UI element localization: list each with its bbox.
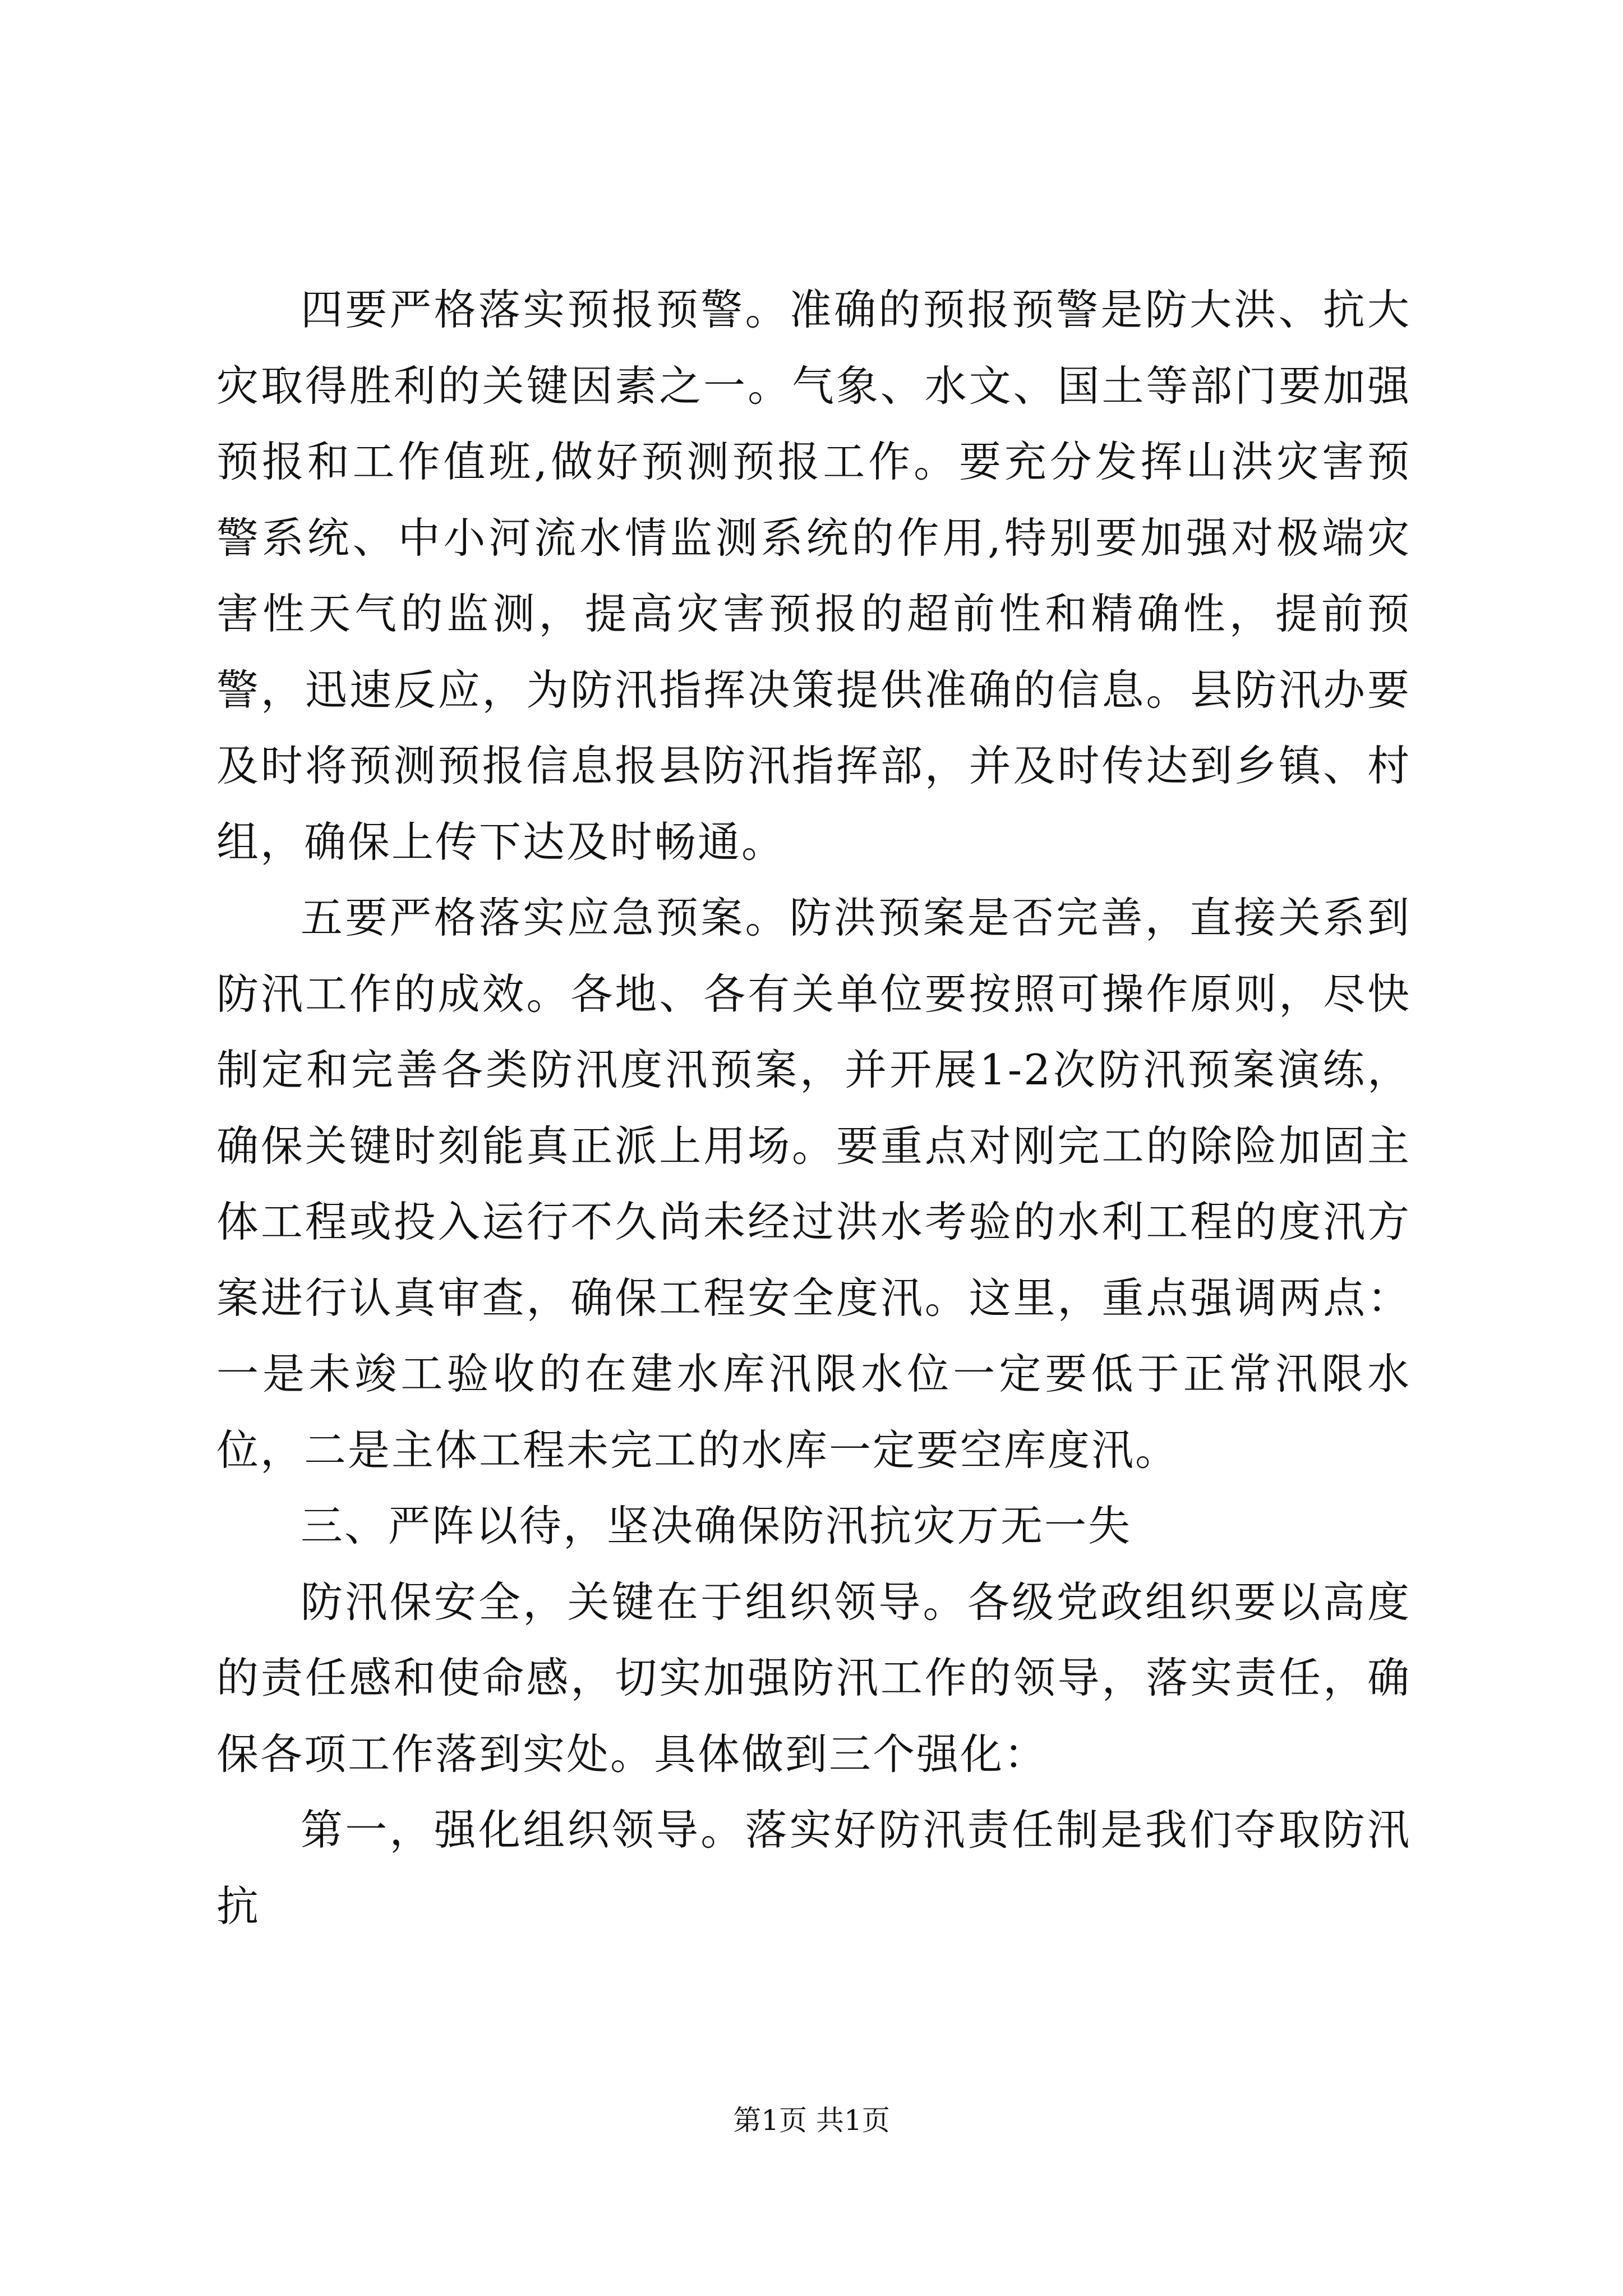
paragraph-emergency-plan: 五要严格落实应急预案。防洪预案是否完善，直接关系到防汛工作的成效。各地、各有关单位要按照可操作原则，尽快制定和完善各类防汛度汛预案，并开展1-2次防汛预案演练，确保关键时刻能真正派上用场。要重点对刚完工的除险加固主体工程或投入运行不久尚未经过洪水考验的水利工程的度汛方案进行认真审查，确保工程安全度汛。这里，重点强调两点：一是未竣工验收的在建水库汛限水位一定要低于正常汛限水位，二是主体工程未完工的水库一定要空库度汛。	[216, 893, 1411, 1475]
paragraph-first-strengthen: 第一，强化组织领导。落实好防汛责任制是我们夺取防汛抗	[216, 1805, 1411, 1931]
paragraph-forecast-warning: 四要严格落实预报预警。准确的预报预警是防大洪、抗大灾取得胜利的关键因素之一。气象、水文、国土等部门要加强预报和工作值班,做好预测预报工作。要充分发挥山洪灾害预警系统、中小河流水情监测系统的作用,特别要加强对极端灾害性天气的监测，提高灾害预报的超前性和精确性，提前预警，迅速反应，为防汛指挥决策提供准确的信息。县防汛办要及时将预测预报信息报县防汛指挥部，并及时传达到乡镇、村组，确保上传下达及时畅通。	[216, 285, 1411, 867]
page-footer: 第1页 共1页	[733, 2104, 890, 2137]
paragraph-organization: 防汛保安全，关键在于组织领导。各级党政组织要以高度的责任感和使命感，切实加强防汛工作的领导，落实责任，确保各项工作落到实处。具体做到三个强化：	[216, 1577, 1411, 1779]
document-body	[216, 272, 1411, 1944]
section-heading: 三、严阵以待，坚决确保防汛抗灾万无一失	[301, 1501, 1132, 1550]
